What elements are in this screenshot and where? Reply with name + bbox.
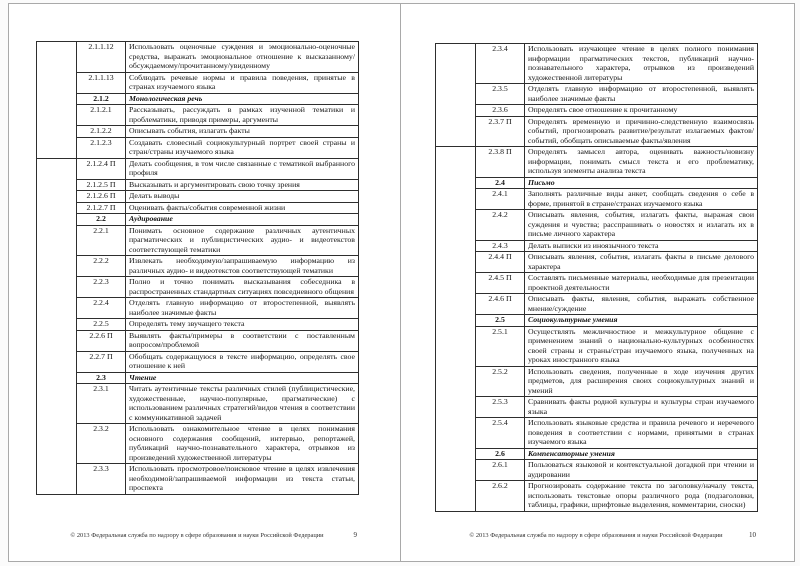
skill-description: Аудирование xyxy=(126,214,359,226)
table-row xyxy=(37,191,359,203)
skill-code: 2.6 xyxy=(476,448,525,460)
skill-code: 2.1.2.3 xyxy=(77,137,126,158)
table-row xyxy=(436,177,758,189)
table-row xyxy=(37,214,359,226)
skill-description: Письмо xyxy=(525,177,758,189)
skill-description: Отделять главную информацию от второстепенной, выявлять наиболее значимые факты xyxy=(525,84,758,105)
table-row xyxy=(37,105,359,126)
table-row xyxy=(436,84,758,105)
copyright-text: © 2013 Федеральная служба по надзору в сфере образования и науки Российской Федерации xyxy=(469,532,723,539)
skill-code: 2.3.4 xyxy=(476,44,525,84)
skill-description: Использовать языковые средства и правила речевого и неречевого поведения в соответствии с нормами, принятыми в странах изучаемого языка xyxy=(525,418,758,449)
table-row xyxy=(436,189,758,210)
table-row xyxy=(436,116,758,147)
skill-code: 2.3.2 xyxy=(77,424,126,464)
skill-description: Создавать словесный социокультурный портрет своей страны и стран/страны изучаемого языка xyxy=(126,137,359,158)
skill-description: Осуществлять межличностное и межкультурное общение с применением знаний о национально-культурных особенностях своей страны и страны/стран изучаемого языка, полученных на уроках иностранного языка xyxy=(525,326,758,366)
table-row xyxy=(37,384,359,424)
table-row xyxy=(436,448,758,460)
page-footer xyxy=(36,531,358,541)
skill-description: Соблюдать речевые нормы и правила поведения, принятые в странах изучаемого языка xyxy=(126,72,359,93)
skill-code: 2.2.1 xyxy=(77,225,126,256)
skill-description: Прогнозировать содержание текста по заголовку/началу текста, использовать текстовые опоры различного рода (подзаголовки, таблицы, графики, шрифтовые выделения, комментарии, сноски) xyxy=(525,481,758,512)
table-row xyxy=(37,464,359,495)
section-number-cell xyxy=(436,44,476,147)
skill-description: Выявлять факты/примеры в соответствии с поставленным вопросом/проблемой xyxy=(126,330,359,351)
skill-description: Чтение xyxy=(126,372,359,384)
table-row xyxy=(37,277,359,298)
skill-description: Делать выписки из иноязычного текста xyxy=(525,240,758,252)
skill-code: 2.3.7 П xyxy=(476,116,525,147)
skill-code: 2.2 xyxy=(77,214,126,226)
skill-description: Обобщать содержащуюся в тексте информацию, определять свое отношение к ней xyxy=(126,351,359,372)
skill-code: 2.4.5 П xyxy=(476,273,525,294)
skill-description: Извлекать необходимую/запрашиваемую информацию из различных аудио- и видеотекстов соответствующей тематики xyxy=(126,256,359,277)
skill-code: 2.5 xyxy=(476,315,525,327)
table-row xyxy=(37,42,359,73)
skill-code: 2.2.5 xyxy=(77,319,126,331)
page-number: 10 xyxy=(749,531,756,539)
skill-description: Читать аутентичные тексты различных стилей (публицистические, художественные, научно-популярные, прагматические) с использованием различных стратегий/видов чтения в соответствии с коммуникативной задачей xyxy=(126,384,359,424)
page-footer xyxy=(435,531,757,541)
skill-code: 2.5.3 xyxy=(476,397,525,418)
skill-code: 2.4 xyxy=(476,177,525,189)
skill-description: Полно и точно понимать высказывания собеседника в распространенных стандартных ситуациях повседневного общения xyxy=(126,277,359,298)
skill-code: 2.1.2.4 П xyxy=(77,158,126,179)
table-row xyxy=(436,105,758,117)
section-number-cell xyxy=(436,147,476,512)
table-row xyxy=(436,240,758,252)
skill-description: Компенсаторные умения xyxy=(525,448,758,460)
table-row xyxy=(37,72,359,93)
page-number: 9 xyxy=(353,531,357,539)
skill-code: 2.1.2.7 П xyxy=(77,202,126,214)
table-row xyxy=(37,330,359,351)
table-row xyxy=(37,179,359,191)
skill-code: 2.3.1 xyxy=(77,384,126,424)
skill-code: 2.1.1.13 xyxy=(77,72,126,93)
skill-code: 2.3.3 xyxy=(77,464,126,495)
table-row xyxy=(37,126,359,138)
skill-code: 2.1.2.5 П xyxy=(77,179,126,191)
table-row xyxy=(37,158,359,179)
skill-description: Описывать события, излагать факты xyxy=(126,126,359,138)
table-row xyxy=(436,460,758,481)
table-row xyxy=(436,273,758,294)
skill-description: Определять тему звучащего текста xyxy=(126,319,359,331)
table-row xyxy=(37,202,359,214)
skill-code: 2.4.1 xyxy=(476,189,525,210)
skill-code: 2.4.4 П xyxy=(476,252,525,273)
skill-description: Определять свое отношение к прочитанному xyxy=(525,105,758,117)
page-10 xyxy=(400,3,795,562)
skill-description: Делать выводы xyxy=(126,191,359,203)
skill-description: Монологическая речь xyxy=(126,93,359,105)
skill-code: 2.3.5 xyxy=(476,84,525,105)
skill-description: Определять временную и причинно-следственную взаимосвязь событий, прогнозировать развитие/результат излагаемых фактов/событий, обобщать описываемые факты/явления xyxy=(525,116,758,147)
skill-description: Использовать оценочные суждения и эмоционально-оценочные средства, выражать эмоциональное отношение к высказанному/обсуждаемому/прочитанному/увиденному xyxy=(126,42,359,73)
skill-description: Понимать основное содержание различных аутентичных прагматических и публицистических аудио- и видеотекстов соответствующей тематики xyxy=(126,225,359,256)
skill-code: 2.3.6 xyxy=(476,105,525,117)
skill-code: 2.2.6 П xyxy=(77,330,126,351)
skill-description: Пользоваться языковой и контекстуальной догадкой при чтении и аудировании xyxy=(525,460,758,481)
skill-code: 2.5.1 xyxy=(476,326,525,366)
skill-description: Социокультурные умения xyxy=(525,315,758,327)
skill-description: Использовать сведения, полученные в ходе изучения других предметов, для расширения своих социокультурных знаний и умений xyxy=(525,366,758,397)
table-row xyxy=(436,366,758,397)
table-row xyxy=(37,256,359,277)
section-number-cell xyxy=(37,42,77,159)
table-row xyxy=(436,418,758,449)
skill-description: Рассказывать, рассуждать в рамках изученной тематики и проблематики, приводя примеры, аргументы xyxy=(126,105,359,126)
skill-code: 2.6.2 xyxy=(476,481,525,512)
copyright-text: © 2013 Федеральная служба по надзору в сфере образования и науки Российской Федерации xyxy=(70,532,324,539)
page-10-table-wrap xyxy=(435,43,758,512)
skill-code: 2.6.1 xyxy=(476,460,525,481)
skill-code: 2.5.2 xyxy=(476,366,525,397)
codifier-table-page-10 xyxy=(435,43,758,512)
skill-description: Высказывать и аргументировать свою точку зрения xyxy=(126,179,359,191)
table-row xyxy=(436,481,758,512)
skill-description: Определять замысел автора, оценивать важность/новизну информации, понимать смысл текста и его проблематику, используя элементы анализа текста xyxy=(525,147,758,178)
table-row xyxy=(436,44,758,84)
table-row xyxy=(436,252,758,273)
skill-description: Сравнивать факты родной культуры и культуры стран изучаемого языка xyxy=(525,397,758,418)
skill-description: Отделять главную информацию от второстепенной, выявлять наиболее значимые факты xyxy=(126,298,359,319)
skill-description: Составлять письменные материалы, необходимые для презентации проектной деятельности xyxy=(525,273,758,294)
table-row xyxy=(436,326,758,366)
skill-code: 2.3.8 П xyxy=(476,147,525,178)
table-row xyxy=(436,147,758,178)
table-row xyxy=(37,298,359,319)
table-row xyxy=(37,319,359,331)
skill-code: 2.2.4 xyxy=(77,298,126,319)
table-row xyxy=(37,424,359,464)
page-9 xyxy=(8,3,401,562)
skill-description: Делать сообщения, в том числе связанные с тематикой выбранного профиля xyxy=(126,158,359,179)
skill-description: Описывать явления, события, излагать факты, выражая свои суждения и чувства; расспрашивать о новостях и излагать их в письме личного характера xyxy=(525,210,758,241)
skill-code: 2.1.2.2 xyxy=(77,126,126,138)
table-row xyxy=(436,397,758,418)
skill-description: Оценивать факты/события современной жизни xyxy=(126,202,359,214)
skill-code: 2.1.2 xyxy=(77,93,126,105)
section-number-cell xyxy=(37,158,77,494)
skill-code: 2.3 xyxy=(77,372,126,384)
skill-code: 2.5.4 xyxy=(476,418,525,449)
table-row xyxy=(37,137,359,158)
skill-description: Описывать явления, события, излагать факты в письме делового характера xyxy=(525,252,758,273)
table-row xyxy=(436,210,758,241)
codifier-table-page-9 xyxy=(36,41,359,495)
skill-description: Использовать изучающее чтение в целях полного понимания информации прагматических текстов, публикаций научно-познавательного характера, отрывков из произведений художественной литературы xyxy=(525,44,758,84)
skill-description: Описывать факты, явления, события, выражать собственное мнение/суждение xyxy=(525,294,758,315)
skill-code: 2.4.3 xyxy=(476,240,525,252)
document-spread xyxy=(8,3,795,562)
skill-code: 2.2.3 xyxy=(77,277,126,298)
skill-description: Использовать просмотровое/поисковое чтение в целях извлечения необходимой/запрашиваемой информации из текста статьи, проспекта xyxy=(126,464,359,495)
page-9-table-wrap xyxy=(36,41,359,495)
skill-code: 2.4.6 П xyxy=(476,294,525,315)
skill-description: Заполнять различные виды анкет, сообщать сведения о себе в форме, принятой в стране/странах изучаемого языка xyxy=(525,189,758,210)
skill-description: Использовать ознакомительное чтение в целях понимания основного содержания сообщений, интервью, репортажей, публикаций научно-познавательного характера, отрывков из произведений художественной литературы xyxy=(126,424,359,464)
table-row xyxy=(37,372,359,384)
skill-code: 2.4.2 xyxy=(476,210,525,241)
skill-code: 2.2.2 xyxy=(77,256,126,277)
skill-code: 2.2.7 П xyxy=(77,351,126,372)
table-row xyxy=(436,294,758,315)
skill-code: 2.1.2.1 xyxy=(77,105,126,126)
table-row xyxy=(37,225,359,256)
table-row xyxy=(436,315,758,327)
skill-code: 2.1.1.12 xyxy=(77,42,126,73)
skill-code: 2.1.2.6 П xyxy=(77,191,126,203)
table-row xyxy=(37,351,359,372)
table-row xyxy=(37,93,359,105)
